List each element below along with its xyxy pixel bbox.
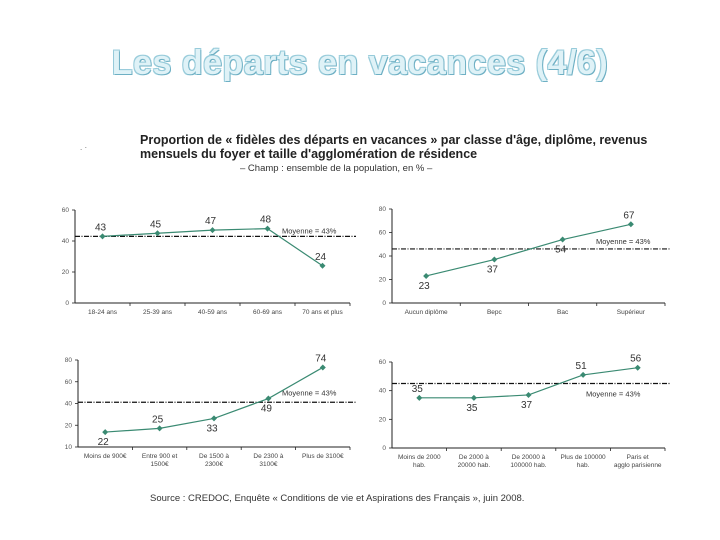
figure-title: Proportion de « fidèles des départs en vacances » par classe d'âge, diplôme, revenus mensuels du foyer et taille d'agglomération de résidence [140,133,648,161]
x-category-label: Plus de 100000 hab. [560,454,606,469]
x-category-label: Moins de 900€ [83,453,127,460]
data-label: 23 [418,280,430,292]
x-category-label: Aucun diplôme [404,309,448,316]
y-tick-label: 0 [65,300,69,307]
y-tick-label: 20 [61,269,69,276]
data-label: 54 [555,244,567,256]
x-category-label: 60-69 ans [253,309,282,316]
average-label: Moyenne = 43% [586,389,641,399]
y-tick-label: 60 [378,359,386,366]
data-label: 35 [411,383,423,395]
data-label: 37 [520,399,533,411]
x-category-label: De 1500 à 2300€ [199,453,229,468]
data-label: 25 [152,414,164,426]
y-tick-label: 40 [378,253,386,260]
x-category-label: 18-24 ans [88,309,117,316]
x-category-label: Plus de 3100€ [302,453,344,460]
x-category-label: De 2000 à 20000 hab. [457,454,491,469]
average-label: Moyenne = 43% [282,388,337,398]
x-category-label: Moins de 2000 hab. [397,454,441,469]
y-tick-label: 40 [61,238,69,245]
stray-mark: . · [80,143,88,152]
y-tick-label: 20 [64,422,72,430]
average-label: Moyenne = 43% [596,236,651,246]
x-category-label: Paris et agglo parisienne [613,454,662,469]
data-label: 45 [149,219,162,231]
data-label: 48 [259,214,272,226]
x-category-label: 25-39 ans [143,309,172,316]
figure-subtitle: – Champ : ensemble de la population, en % – [240,163,433,174]
data-label: 47 [204,216,217,228]
data-label: 56 [630,353,642,365]
y-tick-label: 60 [61,207,69,214]
y-tick-label: 40 [64,400,72,408]
y-tick-label: 40 [378,387,386,395]
average-label: Moyenne = 43% [282,226,337,236]
x-category-label: 70 ans et plus [302,309,343,316]
y-tick-label: 60 [378,229,386,237]
y-tick-label: 80 [64,357,72,364]
y-tick-label: 80 [378,206,386,213]
data-label: 24 [314,251,327,263]
x-category-label: Bepc [486,309,502,316]
data-point [416,395,422,401]
data-point [526,392,532,398]
data-point [471,395,477,401]
y-tick-label: 0 [382,445,386,452]
x-category-label: Supérieur [616,309,645,316]
x-category-label: Entre 900 et 1500€ [141,453,178,468]
x-category-label: 40-59 ans [198,309,227,316]
x-category-label: De 20000 à 100000 hab. [510,454,547,469]
data-label: 51 [575,360,587,372]
y-tick-label: 20 [378,416,386,424]
data-label: 35 [466,402,478,414]
data-point [580,372,586,378]
data-label: 43 [94,222,107,234]
x-category-label: De 2300 à 3100€ [253,453,284,468]
y-tick-label: 60 [64,378,72,386]
source-note: Source : CREDOC, Enquête « Conditions de vie et Aspirations des Français », juin 2008. [150,493,525,504]
data-label: 49 [260,403,272,415]
data-label: 37 [486,264,498,276]
y-tick-label: 0 [382,300,386,307]
data-label: 33 [206,423,218,435]
y-tick-label: 10 [64,444,72,451]
y-tick-label: 20 [378,276,386,284]
x-category-label: Bac [557,309,569,316]
data-label: 74 [315,353,327,365]
data-label: 67 [623,210,635,222]
slide-title: Les départs en vacances (4/6) [111,44,609,82]
data-point [635,365,641,371]
data-label: 22 [97,437,109,449]
